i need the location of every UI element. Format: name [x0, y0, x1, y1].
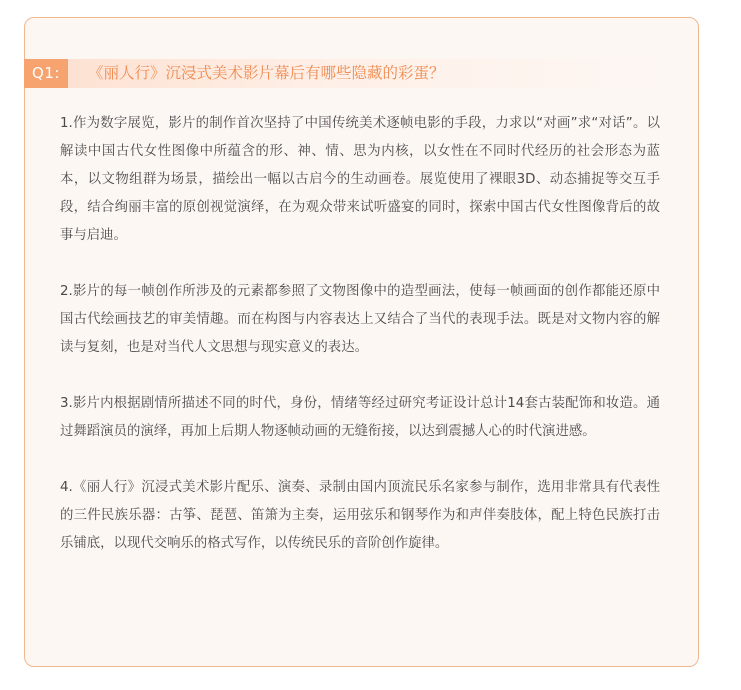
answer-paragraph-4: 4.《丽人行》沉浸式美术影片配乐、演奏、录制由国内顶流民乐名家参与制作，选用非常具有代表性的三件民族乐器：古筝、琵琶、笛箫为主奏，运用弦乐和钢琴作为和声伴奏肢体，配上特色民族打击乐铺底，以现代交响乐的格式写作，以传统民乐的音阶创作旋律。 [60, 480, 660, 551]
answer-paragraph-3: 3.影片内根据剧情所描述不同的时代，身份，情绪等经过研究考证设计总计14套古装配饰和妆造。通过舞蹈演员的演绎，再加上后期人物逐帧动画的无缝衔接，以达到震撼人心的时代演进感。 [60, 396, 660, 439]
answer-paragraph-1: 1.作为数字展览，影片的制作首次坚持了中国传统美术逐帧电影的手段，力求以“对画”求“对话”。以解读中国古代女性图像中所蕴含的形、神、情、思为内核，以女性在不同时代经历的社会形态为蓝本，以文物组群为场景，描绘出一幅以古启今的生动画卷。展览使用了裸眼3D、动态捕捉等交互手段，结合绚丽丰富的原创视觉演绎，在为观众带来试听盛宴的同时，探索中国古代女性图像背后的故事与启迪。 [60, 116, 660, 243]
answer-content [60, 110, 660, 586]
answer-paragraph-2: 2.影片的每一帧创作所涉及的元素都参照了文物图像中的造型画法，使每一帧画面的创作都能还原中国古代绘画技艺的审美情趣。而在构图与内容表达上又结合了当代的表现手法。既是对文物内容的解读与复刻，也是对当代人文思想与现实意义的表达。 [60, 284, 660, 355]
question-badge: Q1: [24, 59, 68, 88]
question-title: 《丽人行》沉浸式美术影片幕后有哪些隐藏的彩蛋？ [88, 64, 445, 82]
